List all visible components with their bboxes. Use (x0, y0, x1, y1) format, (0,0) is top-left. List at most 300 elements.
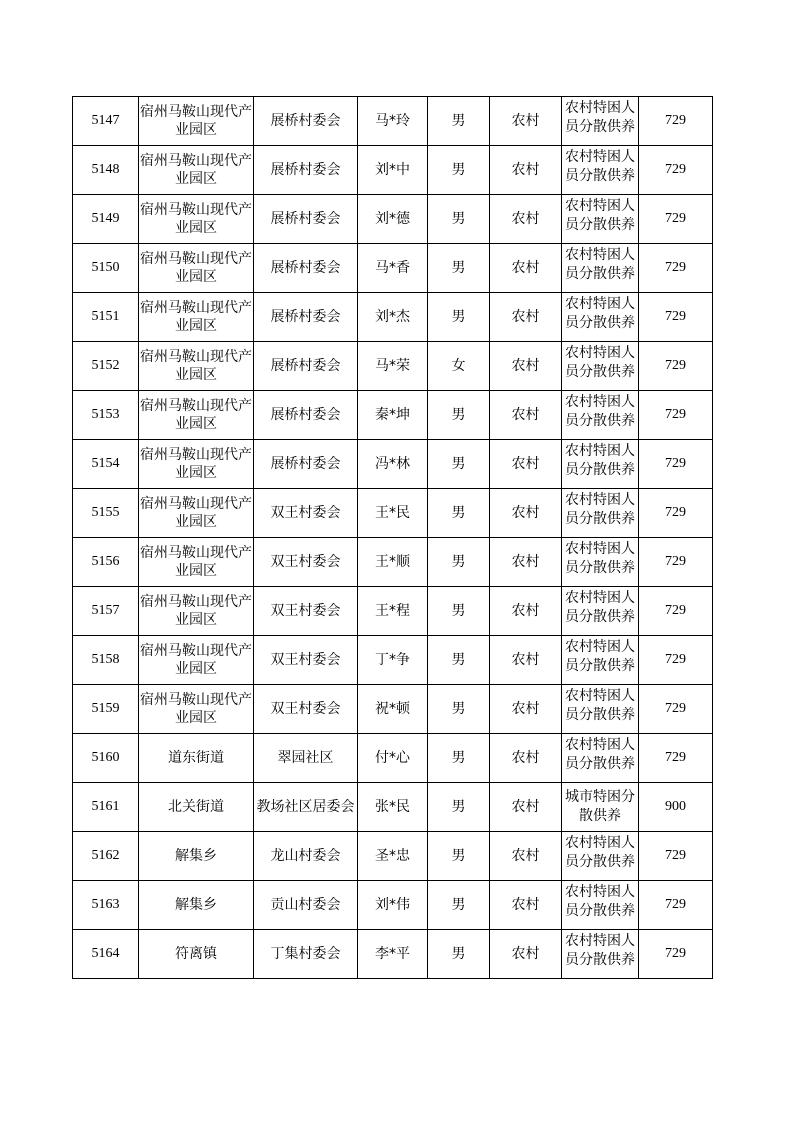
table-row (73, 293, 713, 342)
support-type-cell (562, 881, 639, 930)
area-cell (490, 538, 562, 587)
serial-number-text: 5158 (91, 652, 120, 667)
gender-cell (428, 342, 490, 391)
town-cell (139, 587, 254, 636)
support-type-cell (562, 587, 639, 636)
support-type-text: 农村特困人员分散供养 (565, 737, 635, 772)
serial-number-text: 5149 (91, 211, 120, 226)
serial-number-cell (73, 391, 139, 440)
village-cell (254, 587, 358, 636)
town-cell (139, 783, 254, 832)
town-cell (139, 440, 254, 489)
support-type-text: 农村特困人员分散供养 (565, 296, 635, 331)
person-name-text: 付*心 (375, 750, 410, 766)
support-type-text: 农村特困人员分散供养 (565, 639, 635, 674)
gender-cell (428, 538, 490, 587)
town-text: 解集乡 (175, 848, 217, 864)
gender-text: 男 (451, 309, 466, 325)
town-cell (139, 489, 254, 538)
village-text: 展桥村委会 (270, 358, 341, 374)
village-text: 双王村委会 (270, 603, 341, 619)
serial-number-cell (73, 636, 139, 685)
table-body (73, 97, 713, 979)
amount-text: 729 (665, 897, 686, 912)
village-cell (254, 391, 358, 440)
support-type-cell (562, 832, 639, 881)
area-cell (490, 783, 562, 832)
support-type-cell (562, 97, 639, 146)
amount-cell (639, 97, 713, 146)
person-name-text: 圣*忠 (375, 848, 410, 864)
person-name-text: 刘*德 (375, 211, 410, 227)
village-text: 贡山村委会 (270, 897, 341, 913)
table-row (73, 783, 713, 832)
person-name-text: 丁*争 (375, 652, 410, 668)
area-cell (490, 489, 562, 538)
amount-text: 729 (665, 407, 686, 422)
serial-number-cell (73, 244, 139, 293)
table-row (73, 342, 713, 391)
serial-number-text: 5156 (91, 554, 120, 569)
town-cell (139, 832, 254, 881)
table-row (73, 440, 713, 489)
support-type-cell (562, 342, 639, 391)
village-text: 龙山村委会 (270, 848, 341, 864)
area-text: 农村 (511, 358, 540, 374)
village-cell (254, 97, 358, 146)
gender-cell (428, 97, 490, 146)
village-text: 展桥村委会 (270, 211, 341, 227)
person-name-text: 刘*杰 (375, 309, 410, 325)
amount-text: 729 (665, 603, 686, 618)
area-text: 农村 (511, 897, 540, 913)
table-row (73, 146, 713, 195)
serial-number-cell (73, 146, 139, 195)
area-text: 农村 (511, 946, 540, 962)
gender-text: 男 (451, 603, 466, 619)
town-text: 宿州马鞍山现代产业园区 (140, 251, 252, 285)
support-type-text: 农村特困人员分散供养 (565, 835, 635, 870)
amount-text: 729 (665, 946, 686, 961)
person-name-cell (358, 146, 428, 195)
serial-number-cell (73, 734, 139, 783)
table-row (73, 97, 713, 146)
support-type-text: 农村特困人员分散供养 (565, 590, 635, 625)
serial-number-text: 5161 (91, 799, 120, 814)
support-type-cell (562, 538, 639, 587)
support-type-cell (562, 685, 639, 734)
person-name-cell (358, 930, 428, 979)
amount-cell (639, 930, 713, 979)
gender-text: 男 (451, 897, 466, 913)
gender-text: 男 (451, 113, 466, 129)
town-cell (139, 538, 254, 587)
town-cell (139, 97, 254, 146)
person-name-text: 张*民 (375, 799, 410, 815)
town-cell (139, 293, 254, 342)
support-type-text: 农村特困人员分散供养 (565, 884, 635, 919)
gender-text: 男 (451, 554, 466, 570)
town-text: 宿州马鞍山现代产业园区 (140, 153, 252, 187)
serial-number-cell (73, 783, 139, 832)
amount-cell (639, 391, 713, 440)
table-row (73, 832, 713, 881)
serial-number-text: 5157 (91, 603, 120, 618)
person-name-text: 刘*伟 (375, 897, 410, 913)
amount-cell (639, 244, 713, 293)
amount-text: 729 (665, 505, 686, 520)
serial-number-cell (73, 832, 139, 881)
gender-cell (428, 146, 490, 195)
town-text: 宿州马鞍山现代产业园区 (140, 545, 252, 579)
person-name-text: 王*程 (375, 603, 410, 619)
person-name-text: 王*顺 (375, 554, 410, 570)
serial-number-cell (73, 97, 139, 146)
town-cell (139, 636, 254, 685)
amount-cell (639, 587, 713, 636)
person-name-text: 冯*林 (375, 456, 410, 472)
town-cell (139, 391, 254, 440)
amount-cell (639, 636, 713, 685)
village-text: 双王村委会 (270, 505, 341, 521)
town-text: 符离镇 (175, 946, 217, 962)
gender-text: 男 (451, 211, 466, 227)
person-name-text: 刘*中 (375, 162, 410, 178)
area-text: 农村 (511, 113, 540, 129)
support-type-text: 农村特困人员分散供养 (565, 688, 635, 723)
serial-number-cell (73, 685, 139, 734)
amount-cell (639, 195, 713, 244)
serial-number-text: 5159 (91, 701, 120, 716)
amount-text: 729 (665, 358, 686, 373)
village-cell (254, 636, 358, 685)
village-cell (254, 440, 358, 489)
town-cell (139, 685, 254, 734)
area-cell (490, 587, 562, 636)
town-text: 道东街道 (168, 750, 224, 766)
person-name-text: 马*香 (375, 260, 410, 276)
area-cell (490, 930, 562, 979)
gender-cell (428, 391, 490, 440)
table-row (73, 538, 713, 587)
person-name-text: 秦*坤 (375, 407, 410, 423)
gender-cell (428, 734, 490, 783)
amount-cell (639, 685, 713, 734)
gender-cell (428, 440, 490, 489)
person-name-cell (358, 195, 428, 244)
support-type-cell (562, 734, 639, 783)
amount-cell (639, 832, 713, 881)
gender-text: 男 (451, 652, 466, 668)
village-text: 展桥村委会 (270, 309, 341, 325)
amount-text: 729 (665, 260, 686, 275)
town-text: 宿州马鞍山现代产业园区 (140, 643, 252, 677)
area-cell (490, 685, 562, 734)
area-cell (490, 440, 562, 489)
person-name-cell (358, 538, 428, 587)
person-name-cell (358, 489, 428, 538)
person-name-text: 祝*顿 (375, 701, 410, 717)
village-text: 双王村委会 (270, 652, 341, 668)
gender-text: 女 (451, 358, 466, 374)
area-cell (490, 244, 562, 293)
town-cell (139, 734, 254, 783)
person-name-cell (358, 97, 428, 146)
village-text: 双王村委会 (270, 701, 341, 717)
serial-number-cell (73, 538, 139, 587)
gender-cell (428, 685, 490, 734)
person-name-text: 李*平 (375, 946, 410, 962)
amount-cell (639, 146, 713, 195)
amount-text: 729 (665, 211, 686, 226)
village-cell (254, 489, 358, 538)
gender-cell (428, 195, 490, 244)
village-text: 展桥村委会 (270, 113, 341, 129)
village-cell (254, 293, 358, 342)
gender-cell (428, 636, 490, 685)
table-row (73, 636, 713, 685)
support-type-cell (562, 440, 639, 489)
amount-cell (639, 489, 713, 538)
serial-number-cell (73, 195, 139, 244)
village-cell (254, 783, 358, 832)
support-type-cell (562, 489, 639, 538)
support-type-cell (562, 636, 639, 685)
serial-number-text: 5160 (91, 750, 120, 765)
town-text: 宿州马鞍山现代产业园区 (140, 692, 252, 726)
amount-text: 729 (665, 309, 686, 324)
town-text: 北关街道 (168, 799, 224, 815)
gender-cell (428, 244, 490, 293)
gender-text: 男 (451, 162, 466, 178)
table-row (73, 685, 713, 734)
amount-text: 729 (665, 113, 686, 128)
support-type-cell (562, 391, 639, 440)
area-text: 农村 (511, 799, 540, 815)
amount-text: 729 (665, 701, 686, 716)
town-text: 解集乡 (175, 897, 217, 913)
support-type-text: 农村特困人员分散供养 (565, 394, 635, 429)
area-cell (490, 832, 562, 881)
amount-cell (639, 881, 713, 930)
amount-cell (639, 734, 713, 783)
gender-text: 男 (451, 750, 466, 766)
serial-number-text: 5151 (91, 309, 120, 324)
area-cell (490, 146, 562, 195)
table-row (73, 391, 713, 440)
gender-text: 男 (451, 407, 466, 423)
area-text: 农村 (511, 309, 540, 325)
person-name-cell (358, 636, 428, 685)
support-type-cell (562, 244, 639, 293)
town-text: 宿州马鞍山现代产业园区 (140, 300, 252, 334)
gender-cell (428, 783, 490, 832)
support-type-cell (562, 930, 639, 979)
village-text: 翠园社区 (277, 750, 334, 766)
area-text: 农村 (511, 848, 540, 864)
amount-text: 729 (665, 456, 686, 471)
area-cell (490, 293, 562, 342)
table-row (73, 244, 713, 293)
area-cell (490, 636, 562, 685)
support-type-text: 农村特困人员分散供养 (565, 100, 635, 135)
gender-cell (428, 489, 490, 538)
gender-text: 男 (451, 799, 466, 815)
support-type-cell (562, 146, 639, 195)
gender-cell (428, 930, 490, 979)
town-text: 宿州马鞍山现代产业园区 (140, 447, 252, 481)
person-name-cell (358, 881, 428, 930)
serial-number-cell (73, 489, 139, 538)
records-table (72, 96, 713, 979)
village-text: 展桥村委会 (270, 162, 341, 178)
village-cell (254, 195, 358, 244)
village-cell (254, 685, 358, 734)
amount-cell (639, 538, 713, 587)
area-text: 农村 (511, 750, 540, 766)
town-cell (139, 244, 254, 293)
area-text: 农村 (511, 260, 540, 276)
table-row (73, 489, 713, 538)
area-cell (490, 734, 562, 783)
serial-number-text: 5153 (91, 407, 120, 422)
village-cell (254, 244, 358, 293)
area-text: 农村 (511, 456, 540, 472)
village-text: 展桥村委会 (270, 456, 341, 472)
town-cell (139, 195, 254, 244)
town-cell (139, 342, 254, 391)
gender-text: 男 (451, 456, 466, 472)
person-name-text: 马*荣 (375, 358, 410, 374)
town-cell (139, 881, 254, 930)
serial-number-cell (73, 342, 139, 391)
serial-number-text: 5152 (91, 358, 120, 373)
serial-number-text: 5147 (91, 113, 120, 128)
person-name-cell (358, 293, 428, 342)
person-name-cell (358, 832, 428, 881)
amount-text: 729 (665, 750, 686, 765)
person-name-text: 马*玲 (375, 113, 410, 129)
gender-text: 男 (451, 505, 466, 521)
town-text: 宿州马鞍山现代产业园区 (140, 202, 252, 236)
area-cell (490, 391, 562, 440)
serial-number-cell (73, 881, 139, 930)
area-cell (490, 97, 562, 146)
town-text: 宿州马鞍山现代产业园区 (140, 398, 252, 432)
village-cell (254, 930, 358, 979)
amount-cell (639, 342, 713, 391)
support-type-text: 农村特困人员分散供养 (565, 443, 635, 478)
amount-text: 729 (665, 652, 686, 667)
village-cell (254, 342, 358, 391)
serial-number-text: 5164 (91, 946, 120, 961)
amount-text: 900 (665, 799, 686, 814)
serial-number-cell (73, 930, 139, 979)
gender-cell (428, 881, 490, 930)
support-type-text: 农村特困人员分散供养 (565, 541, 635, 576)
village-text: 展桥村委会 (270, 260, 341, 276)
table-row (73, 587, 713, 636)
support-type-cell (562, 195, 639, 244)
gender-cell (428, 293, 490, 342)
village-text: 丁集村委会 (270, 946, 341, 962)
area-cell (490, 881, 562, 930)
amount-cell (639, 783, 713, 832)
serial-number-cell (73, 587, 139, 636)
table-row (73, 195, 713, 244)
serial-number-text: 5162 (91, 848, 120, 863)
person-name-cell (358, 685, 428, 734)
village-cell (254, 832, 358, 881)
village-cell (254, 734, 358, 783)
support-type-cell (562, 293, 639, 342)
village-cell (254, 538, 358, 587)
table-row (73, 734, 713, 783)
support-type-text: 农村特困人员分散供养 (565, 345, 635, 380)
town-cell (139, 930, 254, 979)
person-name-cell (358, 391, 428, 440)
area-text: 农村 (511, 701, 540, 717)
area-text: 农村 (511, 211, 540, 227)
amount-text: 729 (665, 162, 686, 177)
gender-text: 男 (451, 701, 466, 717)
village-text: 展桥村委会 (270, 407, 341, 423)
person-name-cell (358, 440, 428, 489)
area-cell (490, 342, 562, 391)
support-type-text: 城市特困分散供养 (565, 789, 635, 824)
table-row (73, 881, 713, 930)
area-text: 农村 (511, 162, 540, 178)
village-text: 双王村委会 (270, 554, 341, 570)
support-type-text: 农村特困人员分散供养 (565, 247, 635, 282)
support-type-text: 农村特困人员分散供养 (565, 198, 635, 233)
serial-number-cell (73, 293, 139, 342)
person-name-cell (358, 734, 428, 783)
area-cell (490, 195, 562, 244)
serial-number-text: 5154 (91, 456, 120, 471)
support-type-text: 农村特困人员分散供养 (565, 933, 635, 968)
person-name-text: 王*民 (375, 505, 410, 521)
support-type-text: 农村特困人员分散供养 (565, 149, 635, 184)
town-cell (139, 146, 254, 195)
serial-number-text: 5155 (91, 505, 120, 520)
gender-text: 男 (451, 946, 466, 962)
area-text: 农村 (511, 652, 540, 668)
serial-number-text: 5148 (91, 162, 120, 177)
serial-number-text: 5163 (91, 897, 120, 912)
person-name-cell (358, 587, 428, 636)
person-name-cell (358, 244, 428, 293)
amount-text: 729 (665, 848, 686, 863)
person-name-cell (358, 342, 428, 391)
town-text: 宿州马鞍山现代产业园区 (140, 104, 252, 138)
area-text: 农村 (511, 505, 540, 521)
town-text: 宿州马鞍山现代产业园区 (140, 349, 252, 383)
gender-cell (428, 832, 490, 881)
gender-text: 男 (451, 848, 466, 864)
town-text: 宿州马鞍山现代产业园区 (140, 496, 252, 530)
amount-cell (639, 293, 713, 342)
support-type-text: 农村特困人员分散供养 (565, 492, 635, 527)
support-type-cell (562, 783, 639, 832)
village-cell (254, 146, 358, 195)
area-text: 农村 (511, 554, 540, 570)
area-text: 农村 (511, 603, 540, 619)
area-text: 农村 (511, 407, 540, 423)
person-name-cell (358, 783, 428, 832)
gender-cell (428, 587, 490, 636)
village-text: 教场社区居委会 (256, 799, 355, 815)
